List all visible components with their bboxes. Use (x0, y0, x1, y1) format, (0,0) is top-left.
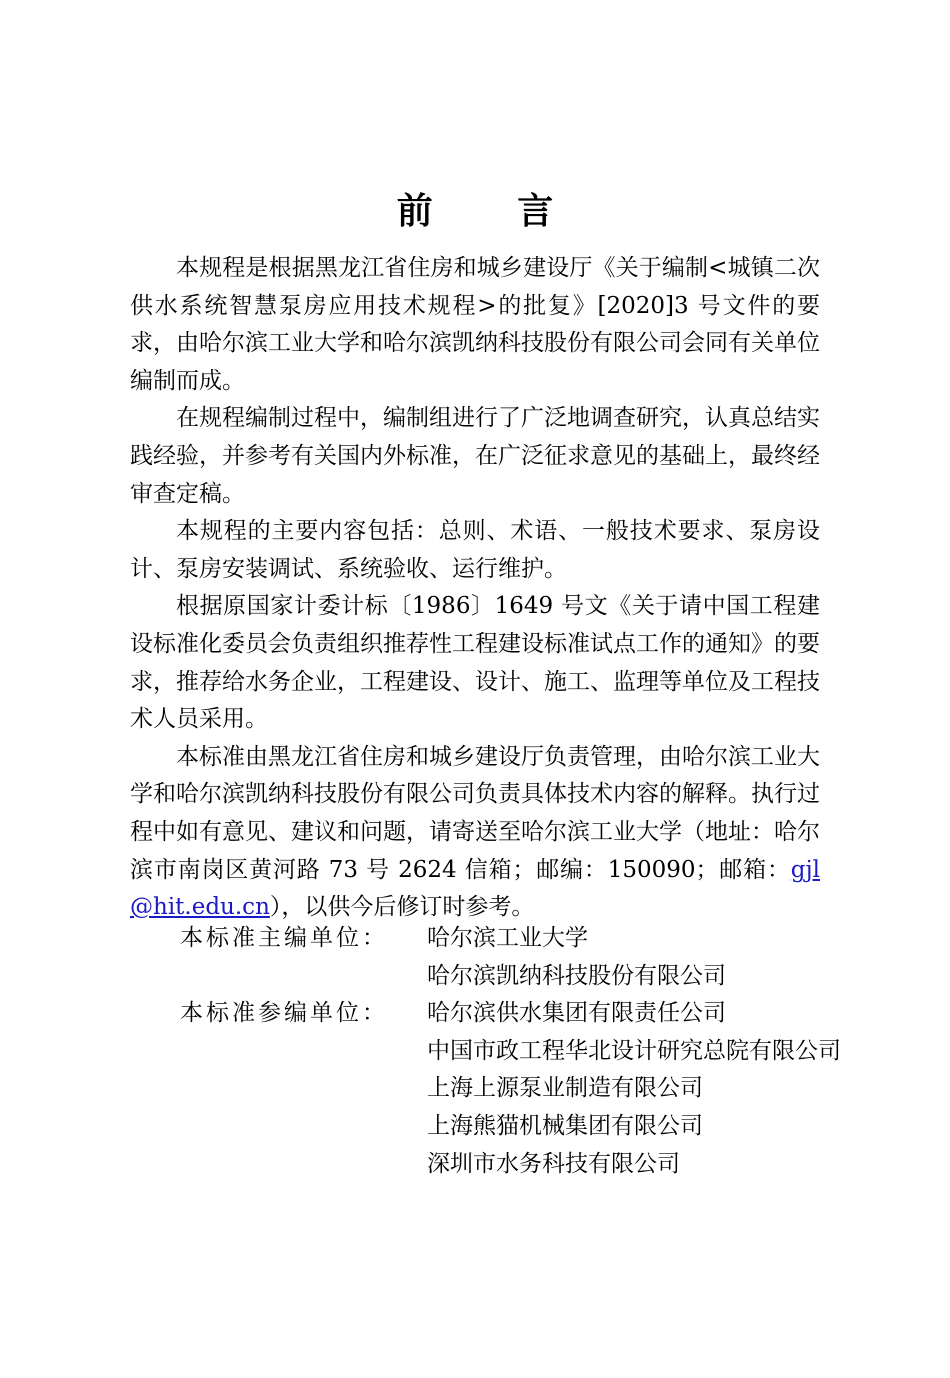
preface-body (130, 250, 820, 927)
paragraph-recommendation: 根据原国家计委计标〔1986〕1649 号文《关于请中国工程建设标准化委员会负责组织推荐性工程建设标准试点工作的通知》的要求，推荐给水务企业，工程建设、设计、施工、监理等单位及工程技术人员采用。 (130, 593, 820, 733)
paragraph-contents: 本规程的主要内容包括：总则、术语、一般技术要求、泵房设计、泵房安装调试、系统验收、运行维护。 (130, 518, 820, 582)
chief-editor-row (180, 920, 880, 995)
editing-units (180, 920, 880, 1183)
participating-editor-unit: 上海上源泵业制造有限公司 (427, 1075, 703, 1102)
paragraph-process: 在规程编制过程中，编制组进行了广泛地调查研究，认真总结实践经验，并参考有关国内外标准，在广泛征求意见的基础上，最终经审查定稿。 (130, 405, 820, 507)
chief-editor-unit: 哈尔滨凯纳科技股份有限公司 (427, 962, 726, 989)
page-title: 前 言 (396, 190, 590, 232)
chief-editor-label: 本标准主编单位： (180, 925, 388, 951)
paragraph-basis: 本规程是根据黑龙江省住房和城乡建设厅《关于编制<城镇二次供水系统智慧泵房应用技术规程>的批复》[2020]3 号文件的要求，由哈尔滨工业大学和哈尔滨凯纳科技股份有限公司会同有关单位编制而成。 (130, 255, 820, 394)
participating-editor-unit: 中国市政工程华北设计研究总院有限公司 (427, 1037, 841, 1064)
participating-editor-unit: 哈尔滨供水集团有限责任公司 (427, 1000, 726, 1027)
participating-editor-label: 本标准参编单位： (180, 1000, 388, 1027)
management-text-end: ），以供今后修订时参考。 (269, 894, 535, 921)
paragraph-management (130, 739, 820, 927)
email-link[interactable]: gjl@hit.edu.cn (130, 856, 820, 921)
participating-editor-list (427, 995, 880, 1183)
management-text: 本标准由黑龙江省住房和城乡建设厅负责管理，由哈尔滨工业大学和哈尔滨凯纳科技股份有限公司负责具体技术内容的解释。执行过程中如有意见、建议和问题，请寄送至哈尔滨工业大学（地址：哈尔滨市南岗区黄河路 73 号 2624 信箱；邮编：150090；邮箱： (130, 743, 820, 883)
chief-editor-unit: 哈尔滨工业大学 (427, 925, 588, 951)
participating-editor-unit: 深圳市水务科技有限公司 (427, 1150, 680, 1177)
participating-editor-row (180, 995, 880, 1183)
chief-editor-list (427, 920, 880, 995)
participating-editor-unit: 上海熊猫机械集团有限公司 (427, 1112, 703, 1139)
